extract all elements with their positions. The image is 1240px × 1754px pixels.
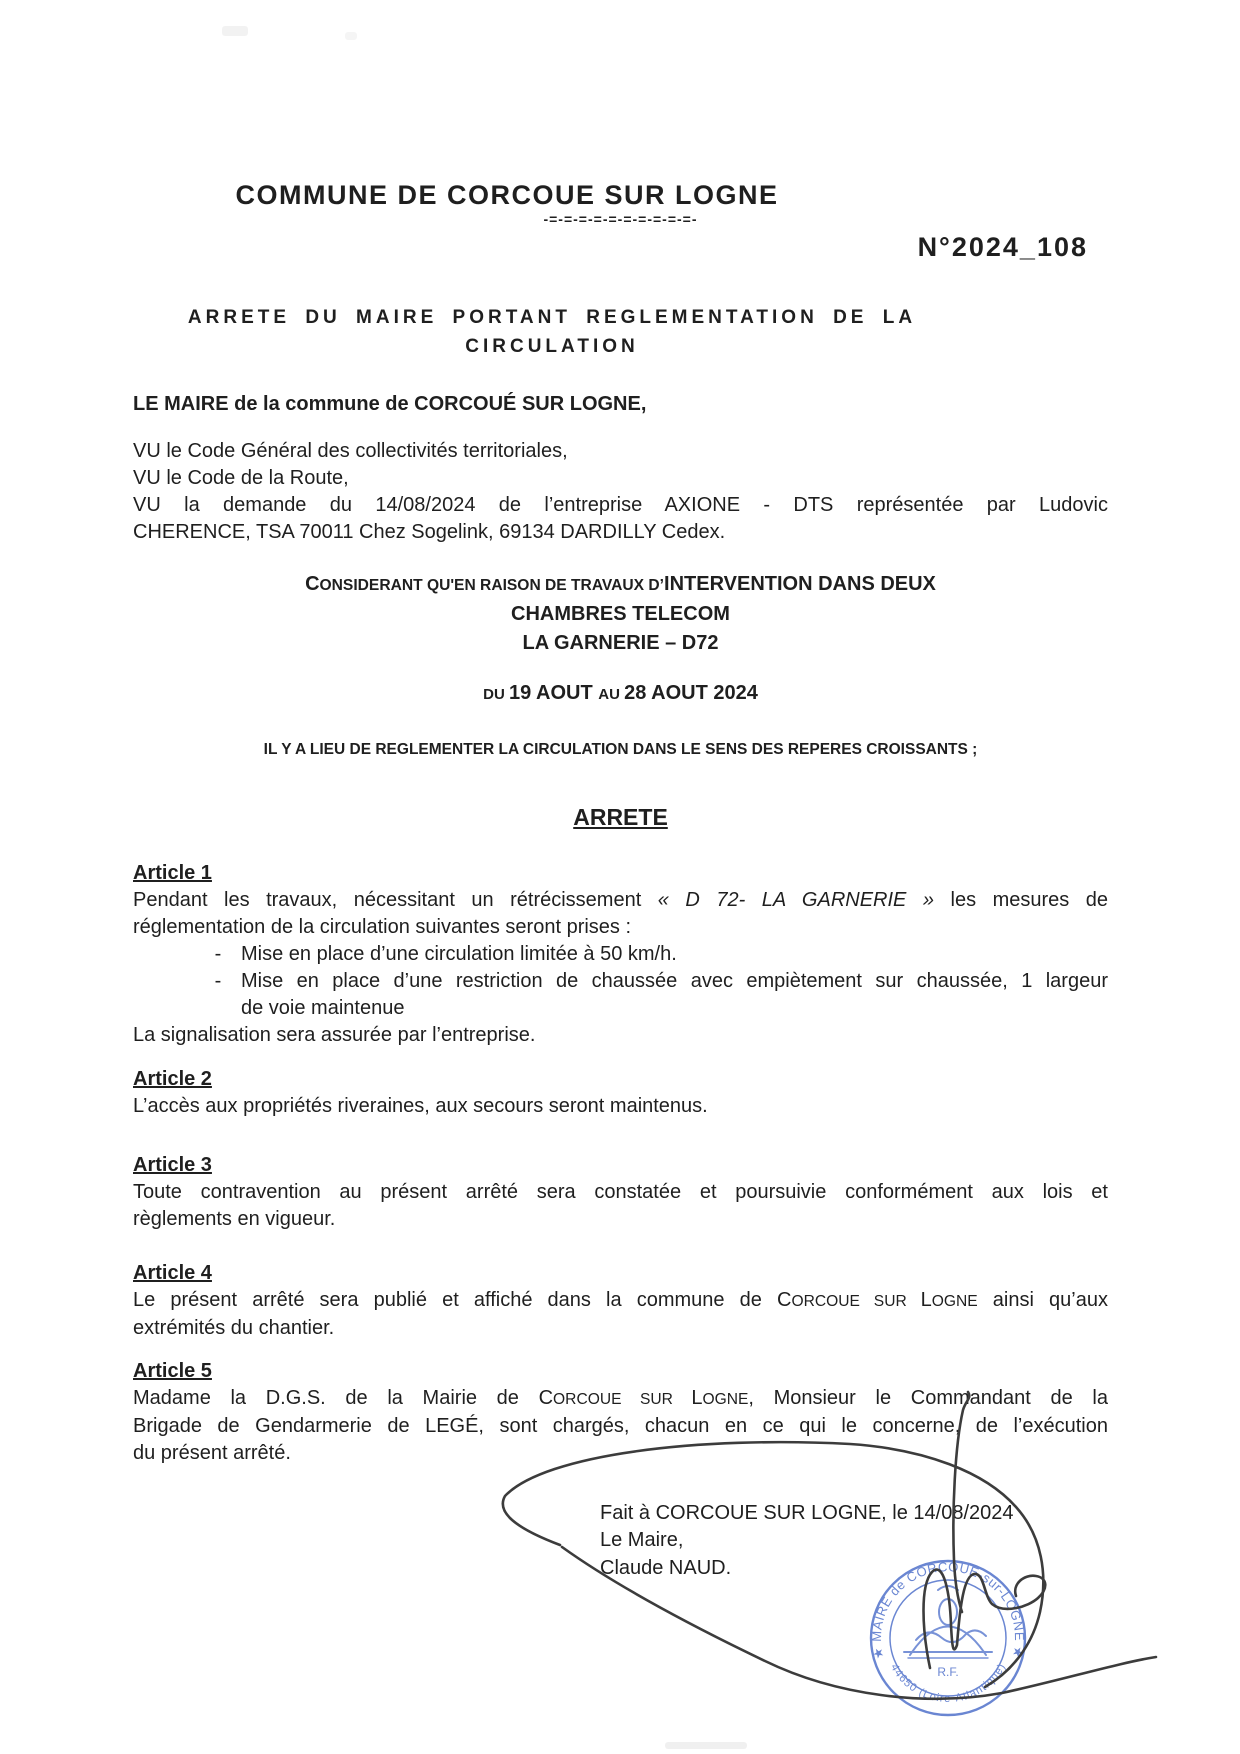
scan-smudge (345, 32, 357, 40)
article-4 (133, 1260, 1108, 1342)
stamp-ring-text: ★ MAIRE de CORCOUE-sur-LOGNE ★ (868, 1558, 1028, 1661)
stamp-emblem-icon (904, 1586, 992, 1658)
article-1 (133, 860, 1108, 1049)
article-4-heading: Article 4 (133, 1262, 212, 1284)
article-2-body: L’accès aux propriétés riveraines, aux secours seront maintenus. (133, 1095, 708, 1117)
article-5-heading: Article 5 (133, 1360, 212, 1382)
article-5-body: Madame la D.G.S. de la Mairie de CORCOUE SUR LOGNE, Monsieur le Commandant de la Brigade de Gendarmerie de LEGÉ, sont chargés, chacun en ce qui le concerne, de l’exécution du présent arrêté. (133, 1387, 1108, 1464)
visa-block: VU le Code Général des collectivités territoriales, VU le Code de la Route, VU la demande du 14/08/2024 de l’entreprise AXIONE - DTS représentée par Ludovic CHERENCE, TSA 70011 Chez Sogelink, 69134 DARDILLY Cedex. (133, 440, 1108, 543)
bullet-item (133, 941, 1108, 968)
article-3-body: Toute contravention au présent arrêté sera constatée et poursuivie conformément aux lois et règlements en vigueur. (133, 1181, 1108, 1230)
article-3-heading: Article 3 (133, 1154, 212, 1176)
bullet-text: Mise en place d’une circulation limitée à 50 km/h. (241, 943, 677, 965)
article-3 (133, 1152, 1108, 1233)
authority-line: LE MAIRE de la commune de CORCOUÉ SUR LOGNE, (133, 393, 647, 415)
document-number: N°2024_108 (917, 232, 1088, 262)
article-5 (133, 1358, 1108, 1467)
article-2 (133, 1066, 1108, 1120)
considerant-heading: CONSIDERANT QU'EN RAISON DE TRAVAUX D’INTERVENTION DANS DEUX CHAMBRES TELECOM LA GARNERIE – D72 (305, 573, 936, 654)
stamp-center-text: R.F. (937, 1665, 959, 1679)
article-1-outro: La signalisation sera assurée par l’entreprise. (133, 1024, 536, 1046)
closing-place-date: Fait à CORCOUE SUR LOGNE, le 14/08/2024 (600, 1502, 1014, 1524)
commune-title: COMMUNE DE CORCOUE SUR LOGNE (235, 180, 779, 210)
article-1-heading: Article 1 (133, 862, 212, 884)
signature-initials-stroke (924, 1570, 1046, 1668)
arrete-heading: ARRETE (573, 804, 668, 830)
scan-smudge (222, 26, 248, 36)
separator-line: -=-=-=-=-=-=-=-=-=-=- (543, 211, 698, 227)
closing-signatory-role: Le Maire, (600, 1529, 684, 1552)
bullet-item (133, 968, 1108, 1022)
bullet-dash: - (214, 943, 222, 965)
subject-line-1: ARRETE DU MAIRE PORTANT REGLEMENTATION DE LA (187, 307, 917, 328)
subject-line-2: CIRCULATION (465, 336, 639, 357)
closing-block (600, 1500, 1014, 1582)
motive-line: IL Y A LIEU DE REGLEMENTER LA CIRCULATION DANS LE SENS DES REPERES CROISSANTS ; (263, 741, 978, 758)
period-line: DU 19 AOUT AU 28 AOUT 2024 (483, 682, 758, 704)
scan-smudge (665, 1742, 747, 1749)
stamp-bottom-text: 44650 (Loire-Atlantique) (887, 1661, 1009, 1705)
arrete-heading-wrap (133, 804, 1108, 831)
bullet-text: Mise en place d’une restriction de chaussée avec empiètement sur chaussée, 1 largeur de voie maintenue (241, 970, 1108, 1019)
bullet-dash: - (214, 970, 222, 992)
subject-heading (133, 303, 971, 361)
article-1-intro: Pendant les travaux, nécessitant un rétrécissement « D 72- LA GARNERIE » les mesures de réglementation de la circulation suivantes seront prises : (133, 889, 1108, 938)
article-4-body: Le présent arrêté sera publié et affiché dans la commune de CORCOUE SUR LOGNE ainsi qu’aux extrémités du chantier. (133, 1289, 1108, 1339)
official-stamp (869, 1559, 1027, 1715)
closing-signatory-name: Claude NAUD. (600, 1556, 732, 1579)
article-2-heading: Article 2 (133, 1068, 212, 1090)
